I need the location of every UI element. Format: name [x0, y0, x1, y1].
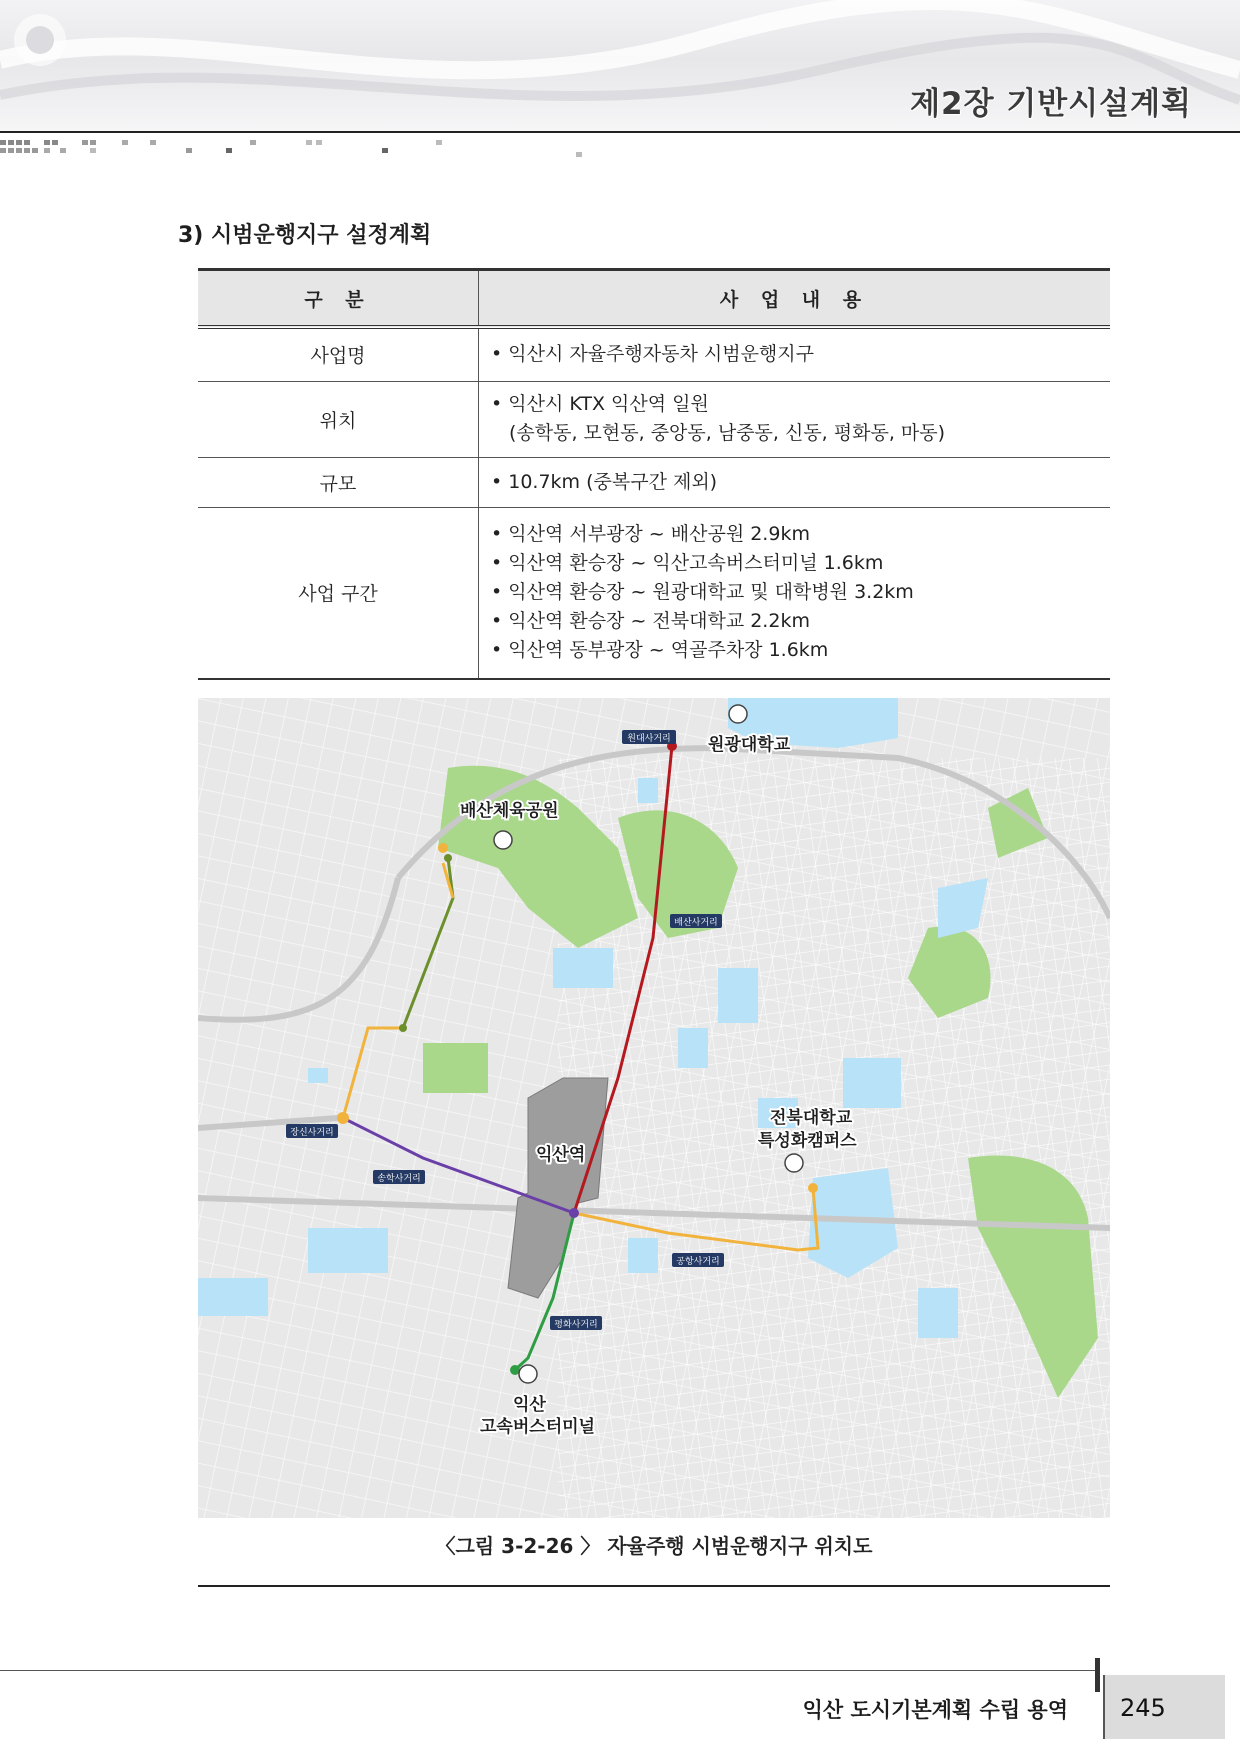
content-line: • 익산역 서부광장 ~ 배산공원 2.9km — [491, 520, 1109, 549]
label-jeonbuk-line1: 전북대학교 — [770, 1108, 853, 1128]
label-baesan-park: 배산체육공원 — [460, 801, 559, 821]
badge-wondae — [622, 730, 676, 744]
section-title: 3) 시범운행지구 설정계획 — [178, 223, 432, 248]
column-header-content: 사 업 내 용 — [479, 270, 1111, 328]
table-header-row — [198, 270, 1110, 328]
figure-caption: 〈그림 3-2-26 〉 자율주행 시범운행지구 위치도 — [435, 1534, 873, 1558]
badge-songhak — [373, 1170, 425, 1184]
row-content — [479, 327, 1111, 381]
label-wonkwang: 원광대학교 — [708, 735, 791, 755]
table-row-location — [198, 381, 1110, 457]
row-label: 사업명 — [198, 327, 479, 381]
label-terminal-line2: 고속버스터미널 — [480, 1417, 595, 1437]
table-row-project-name — [198, 327, 1110, 381]
badge-songhak-text: 송학사거리 — [377, 1174, 421, 1184]
label-iksan-station: 익산역 — [536, 1145, 586, 1165]
badge-wondae-text: 원대사거리 — [627, 734, 671, 744]
plan-table — [198, 268, 1110, 680]
header-banner — [0, 0, 1240, 132]
row-label: 규모 — [198, 457, 479, 507]
pixel-decoration — [0, 138, 640, 162]
badge-pyeonghwa — [550, 1316, 602, 1330]
row-content — [479, 381, 1111, 457]
badge-jangsin-text: 장신사거리 — [290, 1128, 334, 1138]
footer-divider — [0, 1670, 1098, 1671]
badge-gonghang — [672, 1253, 724, 1267]
figure-bottom-rule — [198, 1585, 1110, 1587]
content-line: • 익산역 환승장 ~ 원광대학교 및 대학병원 3.2km — [491, 578, 1109, 607]
column-header-category: 구 분 — [198, 270, 479, 328]
content-subline: (송학동, 모현동, 중앙동, 남중동, 신동, 평화동, 마동) — [509, 422, 946, 444]
content-line: • 익산역 환승장 ~ 익산고속버스터미널 1.6km — [491, 549, 1109, 578]
table-row-sections — [198, 507, 1110, 679]
content-line: • 익산시 자율주행자동차 시범운행지구 — [491, 340, 1109, 369]
content-line: • 10.7km (중복구간 제외) — [491, 468, 1109, 497]
page-number: 245 — [1120, 1694, 1166, 1722]
badge-jangsin — [286, 1124, 338, 1138]
chapter-title: 제2장 기반시설계획 — [910, 86, 1192, 122]
badge-gonghang-text: 공항사거리 — [676, 1257, 720, 1267]
row-label: 위치 — [198, 381, 479, 457]
footer-accent-bar — [1095, 1658, 1100, 1692]
label-terminal-line1: 익산 — [513, 1395, 546, 1415]
badge-baesan — [670, 914, 722, 928]
badge-baesan-text: 배산사거리 — [674, 918, 718, 928]
header-divider — [0, 131, 1240, 133]
row-content — [479, 457, 1111, 507]
location-map — [198, 698, 1110, 1518]
table-row-scale — [198, 457, 1110, 507]
footer-title: 익산 도시기본계획 수립 용역 — [802, 1698, 1068, 1722]
content-line: • 익산역 환승장 ~ 전북대학교 2.2km — [491, 607, 1109, 636]
row-label: 사업 구간 — [198, 507, 479, 679]
row-content — [479, 507, 1111, 679]
label-jeonbuk-line2: 특성화캠퍼스 — [758, 1131, 857, 1151]
badge-pyeonghwa-text: 평화사거리 — [554, 1320, 598, 1330]
content-line: • 익산시 KTX 익산역 일원 — [491, 390, 1109, 419]
content-line: • 익산역 동부광장 ~ 역골주차장 1.6km — [491, 636, 1109, 665]
map-canvas — [198, 698, 1110, 1518]
